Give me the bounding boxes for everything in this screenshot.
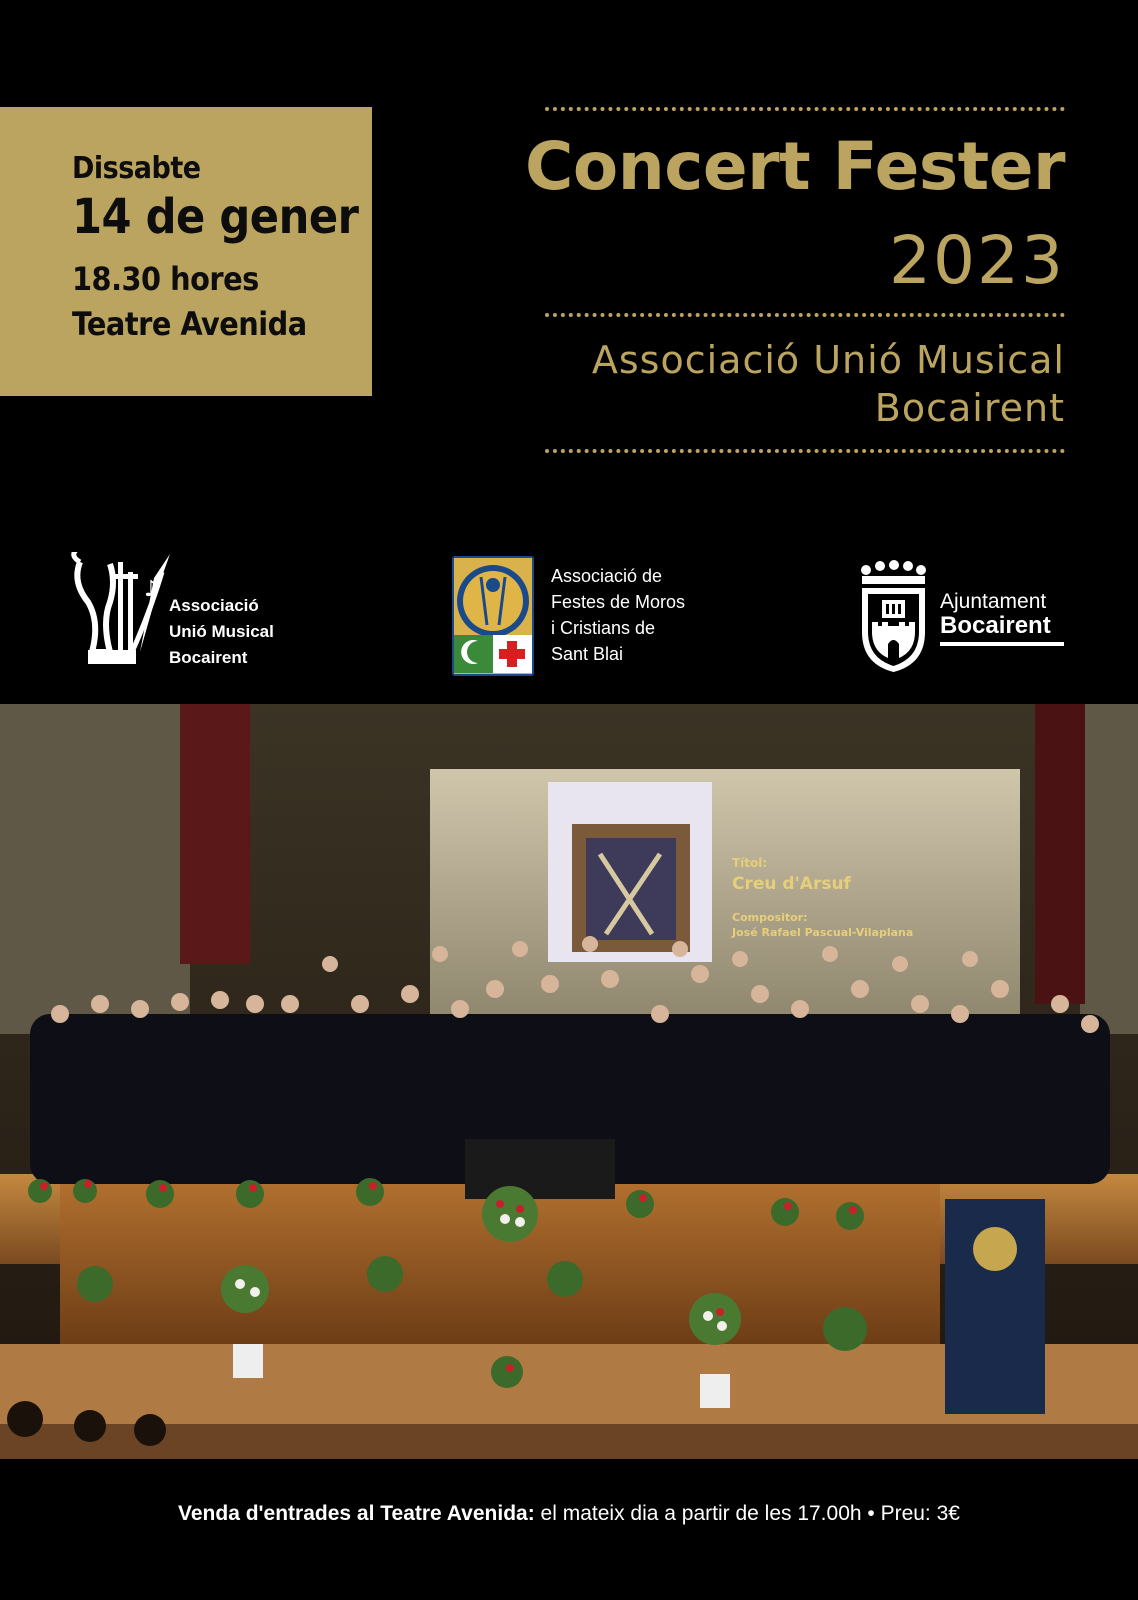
ticket-sales-label: Venda d'entrades al Teatre Avenida:	[178, 1502, 535, 1525]
festes-line-3: i Cristians de	[551, 618, 656, 638]
ajuntament-logo-text	[940, 590, 1064, 646]
concert-title: Concert Fester	[524, 128, 1065, 205]
union-line-3: Bocairent	[169, 648, 248, 667]
festes-line-2: Festes de Moros	[551, 592, 686, 612]
screen-title: Creu d'Arsuf	[732, 874, 851, 894]
ajuntament-line-2: Bocairent	[940, 612, 1051, 639]
concert-year: 2023	[889, 222, 1065, 299]
organizer-line-2: Bocairent	[874, 386, 1065, 430]
event-info-box	[0, 107, 372, 396]
dotted-divider-middle	[545, 313, 1065, 317]
union-line-2: Unió Musical	[169, 622, 274, 641]
ticket-sales-details: el mateix dia a partir de les 17.00h • Preu: 3€	[534, 1502, 960, 1525]
ajuntament-line-1: Ajuntament	[940, 590, 1047, 613]
festes-shield-icon	[451, 555, 535, 677]
screen-composer: José Rafael Pascual-Vilaplana	[732, 926, 914, 939]
event-date: 14 de gener	[72, 189, 359, 245]
festes-line-1: Associació de	[551, 566, 663, 586]
bocairent-coat-of-arms-icon	[856, 560, 931, 674]
union-logo-text	[169, 593, 274, 671]
lyre-icon	[70, 552, 172, 670]
event-day: Dissabte	[72, 151, 201, 186]
svg-text:♪: ♪	[144, 577, 159, 602]
union-line-1: Associació	[169, 596, 259, 615]
concert-band-photo	[0, 704, 1138, 1459]
dotted-divider-bottom	[545, 449, 1065, 453]
festes-logo-text	[551, 563, 685, 667]
festes-line-4: Sant Blai	[551, 644, 624, 664]
event-time: 18.30 hores	[72, 260, 259, 298]
organizer-line-1: Associació Unió Musical	[591, 338, 1065, 382]
screen-composer-label: Compositor:	[732, 911, 808, 924]
ajuntament-underline	[940, 642, 1064, 646]
dotted-divider-top	[545, 107, 1065, 111]
screen-title-label: Títol:	[732, 856, 768, 870]
ticket-sales-info	[0, 1502, 1138, 1526]
event-venue: Teatre Avenida	[72, 305, 307, 343]
